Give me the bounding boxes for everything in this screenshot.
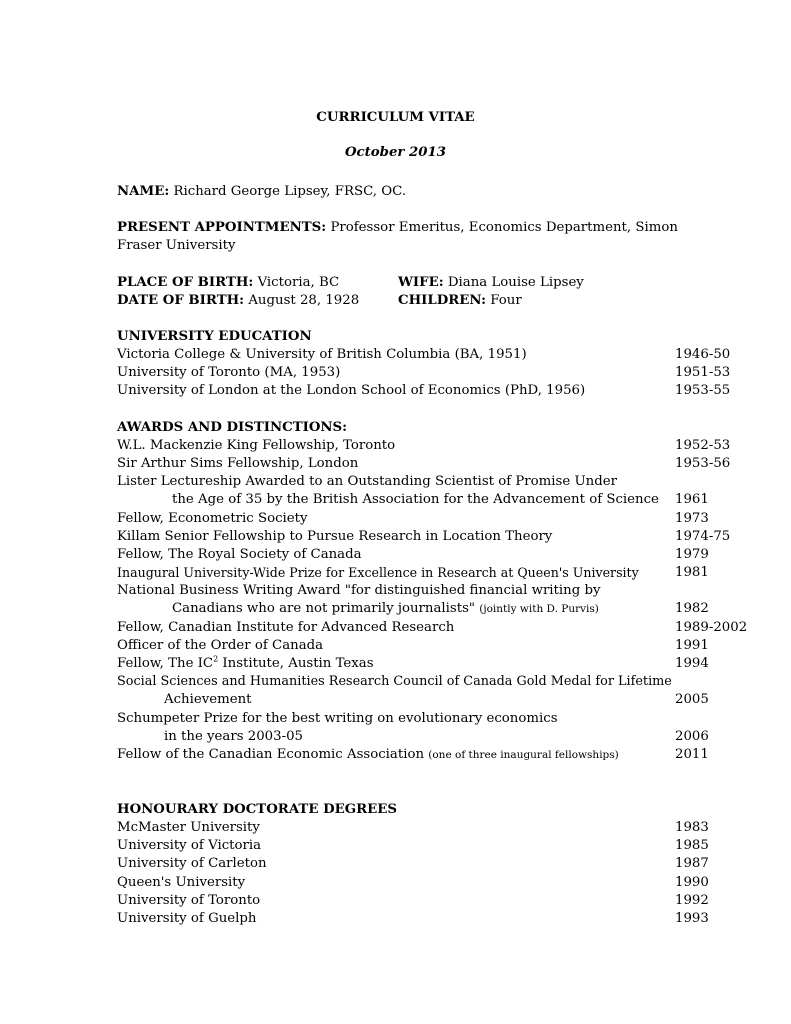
doctorate-item: University of Toronto (117, 893, 261, 908)
award-item-note: (one of three inaugural fellowships) (428, 749, 619, 761)
award-year: 1953-56 (675, 456, 731, 471)
wife-label: WIFE (398, 275, 439, 290)
award-item: Killam Senior Fellowship to Pursue Research in Location Theory (117, 529, 553, 544)
doctorate-year: 1993 (675, 911, 709, 926)
birth-place-line: PLACE OF BIRTH: Victoria, BC (117, 275, 340, 290)
award-year: 1974-75 (675, 529, 731, 544)
award-item: Social Sciences and Humanities Research Council of Canada Gold Medal for Lifetime (117, 674, 672, 689)
award-item: Fellow, The IC (117, 656, 214, 671)
education-item: University of Toronto (MA, 1953) (117, 365, 341, 380)
education-year: 1953-55 (675, 383, 731, 398)
birth-date-label: DATE OF BIRTH (117, 293, 240, 308)
award-item: Fellow, Econometric Society (117, 511, 308, 526)
children-value: Four (490, 293, 522, 308)
education-item: University of London at the London School of Economics (PhD, 1956) (117, 383, 586, 398)
award-item: Fellow, Canadian Institute for Advanced Research (117, 620, 455, 635)
award-item: Officer of the Order of Canada (117, 638, 324, 653)
award-year: 2011 (675, 747, 709, 762)
wife-value: Diana Louise Lipsey (447, 275, 584, 290)
children-label: CHILDREN (398, 293, 482, 308)
children-line: CHILDREN: Four (398, 293, 522, 308)
document-date: October 2013 (344, 145, 447, 160)
doctorate-item: University of Victoria (117, 838, 262, 853)
wife-line: WIFE: Diana Louise Lipsey (398, 275, 584, 290)
doctorate-year: 1983 (675, 820, 709, 835)
award-item: Inaugural University-Wide Prize for Excellence in Research at Queen's University (117, 565, 639, 580)
award-item: Fellow of the Canadian Economic Association (117, 747, 425, 762)
award-year: 1973 (675, 511, 709, 526)
award-item: Lister Lectureship Awarded to an Outstanding Scientist of Promise Under (117, 474, 617, 489)
name-label: NAME (117, 184, 165, 199)
award-year: 1981 (675, 565, 709, 580)
award-year: 1994 (675, 656, 709, 671)
award-item: Sir Arthur Sims Fellowship, London (117, 456, 359, 471)
education-item: Victoria College & University of British Columbia (BA, 1951) (117, 347, 527, 362)
awards-heading: AWARDS AND DISTINCTIONS (117, 420, 343, 435)
award-item: Schumpeter Prize for the best writing on evolutionary economics (117, 711, 558, 726)
birth-date-line: DATE OF BIRTH: August 28, 1928 (117, 293, 360, 308)
appointments-value: Professor Emeritus, Economics Department, Simon (330, 220, 678, 235)
award-year: 1982 (675, 601, 709, 616)
award-item-cont: Achievement (164, 692, 252, 707)
doctorates-heading: HONOURARY DOCTORATE DEGREES (117, 802, 398, 817)
doctorate-item: University of Guelph (117, 911, 257, 926)
award-item: Fellow, The Royal Society of Canada (117, 547, 362, 562)
appointments-line: PRESENT APPOINTMENTS: Professor Emeritus, Economics Department, Simon (117, 220, 678, 235)
doctorate-year: 1992 (675, 893, 709, 908)
doctorate-year: 1990 (675, 875, 709, 890)
award-year: 1979 (675, 547, 709, 562)
appointments-value-cont: Fraser University (117, 238, 236, 253)
award-item-cont: the Age of 35 by the British Association for the Advancement of Science (172, 492, 659, 507)
doctorate-item: University of Carleton (117, 856, 267, 871)
award-item: W.L. Mackenzie King Fellowship, Toronto (117, 438, 396, 453)
name-value: Richard George Lipsey, FRSC, OC. (173, 184, 407, 199)
birth-place-label: PLACE OF BIRTH (117, 275, 249, 290)
birth-place-value: Victoria, BC (257, 275, 340, 290)
doctorate-item: McMaster University (117, 820, 260, 835)
award-year: 1991 (675, 638, 709, 653)
doctorate-year: 1987 (675, 856, 709, 871)
birth-date-value: August 28, 1928 (248, 293, 360, 308)
award-item-line (117, 746, 619, 764)
award-year: 1989-2002 (675, 620, 748, 635)
award-year: 2006 (675, 729, 709, 744)
award-item-note: (jointly with D. Purvis) (479, 603, 599, 615)
award-item-line (117, 655, 374, 673)
doctorate-year: 1985 (675, 838, 709, 853)
award-year: 1961 (675, 492, 709, 507)
award-item-rest: Institute, Austin Texas (218, 656, 374, 671)
document-title: CURRICULUM VITAE (316, 110, 475, 125)
award-year: 2005 (675, 692, 709, 707)
education-heading: UNIVERSITY EDUCATION (117, 329, 312, 344)
doctorate-item: Queen's University (117, 875, 246, 890)
award-item-superscript: 2 (213, 654, 219, 664)
awards-heading-line: AWARDS AND DISTINCTIONS: (117, 420, 348, 435)
award-item-cont: in the years 2003-05 (164, 729, 304, 744)
education-year: 1946-50 (675, 347, 731, 362)
education-year: 1951-53 (675, 365, 731, 380)
award-year: 1952-53 (675, 438, 731, 453)
award-item-cont-line (172, 600, 599, 618)
award-item: National Business Writing Award "for distinguished financial writing by (117, 583, 601, 598)
appointments-label: PRESENT APPOINTMENTS (117, 220, 322, 235)
award-item-cont: Canadians who are not primarily journalists" (172, 601, 476, 616)
name-line: NAME: Richard George Lipsey, FRSC, OC. (117, 184, 407, 199)
